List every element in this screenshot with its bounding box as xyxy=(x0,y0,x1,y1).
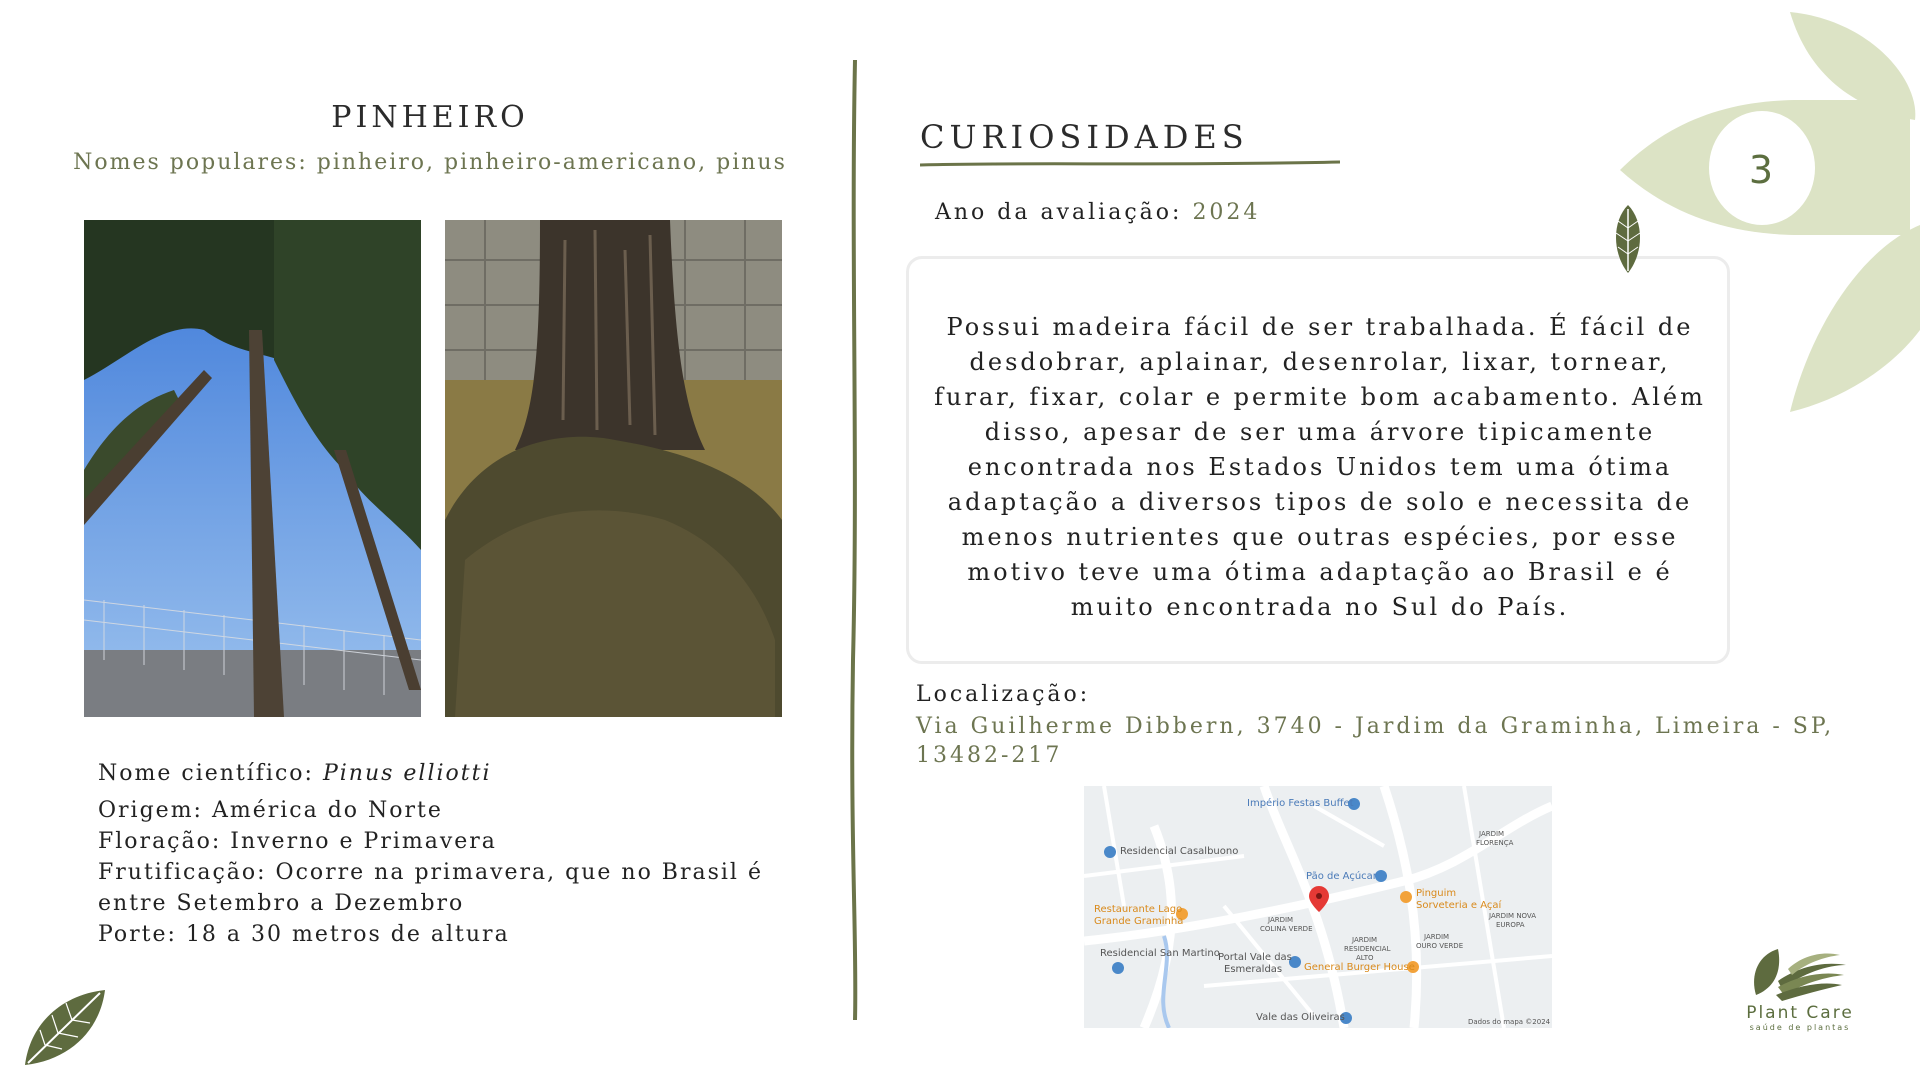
map-label: OURO VERDE xyxy=(1416,942,1464,950)
location-address: Via Guilherme Dibbern, 3740 - Jardim da Graminha, Limeira - SP, 13482-217 xyxy=(916,714,1835,768)
brand-name: Plant Care xyxy=(1746,1003,1854,1023)
map-label: Restaurante Lago xyxy=(1094,904,1183,915)
tree-canopy-photo xyxy=(84,220,421,717)
brand-tagline: saúde de plantas xyxy=(1749,1023,1851,1032)
fruiting-text-1: Frutificação: Ocorre na primavera, que no Brasil é xyxy=(98,860,763,885)
popular-names-label: Nomes populares: xyxy=(73,150,308,175)
popular-names-value: pinheiro, pinheiro-americano, pinus xyxy=(316,150,787,175)
map-label: JARDIM xyxy=(1424,933,1450,941)
tree-trunk-photo xyxy=(445,220,782,717)
fruiting-text-2: entre Setembro a Dezembro xyxy=(98,891,465,916)
curiosities-heading: CURIOSIDADES xyxy=(920,118,1249,156)
origin-text: Origem: América do Norte xyxy=(98,798,443,823)
map-label: EUROPA xyxy=(1496,921,1525,929)
map-label: General Burger House xyxy=(1304,962,1415,973)
map-label: Portal Vale das xyxy=(1218,952,1292,963)
flowering-text: Floração: Inverno e Primavera xyxy=(98,829,497,854)
scientific-name-label: Nome científico: xyxy=(98,761,314,786)
page-number: 3 xyxy=(1748,148,1774,192)
map-label: Sorveteria e Açaí xyxy=(1416,900,1502,911)
map-label: JARDIM xyxy=(1352,936,1378,944)
evaluation-year-value: 2024 xyxy=(1192,200,1261,225)
evaluation-year-label: Ano da avaliação: xyxy=(935,200,1183,225)
location-label: Localização: xyxy=(916,682,1091,707)
map-label: ALTO xyxy=(1356,954,1374,962)
location-map[interactable] xyxy=(1084,786,1552,1028)
map-label: Esmeraldas xyxy=(1224,964,1283,975)
map-label: FLORENÇA xyxy=(1476,839,1514,847)
size-text: Porte: 18 a 30 metros de altura xyxy=(98,922,510,947)
scientific-name xyxy=(98,758,778,789)
map-label: Residencial Casalbuono xyxy=(1120,846,1239,857)
map-label: Residencial San Martino xyxy=(1100,948,1220,959)
map-label: RESIDENCIAL xyxy=(1344,945,1391,953)
map-label: Grande Graminha xyxy=(1094,916,1184,927)
popular-names xyxy=(0,150,860,175)
map-label: JARDIM xyxy=(1268,916,1294,924)
map-credit: Dados do mapa ©2024 xyxy=(1468,1018,1551,1026)
plant-care-logo-icon xyxy=(1748,945,1848,1003)
column-divider xyxy=(845,60,865,1020)
map-label: JARDIM xyxy=(1479,830,1505,838)
plant-name-heading: PINHEIRO xyxy=(331,100,529,135)
leaf-icon xyxy=(20,985,110,1070)
map-label: Vale das Oliveiras xyxy=(1256,1012,1345,1023)
scientific-name-value: Pinus elliotti xyxy=(322,761,492,786)
map-label: COLINA VERDE xyxy=(1260,925,1313,933)
plant-facts xyxy=(98,795,778,950)
map-label: Império Festas Buffet xyxy=(1247,798,1354,809)
map-label: Pinguim xyxy=(1416,888,1457,899)
map-label: JARDIM NOVA xyxy=(1489,912,1537,920)
leaf-icon xyxy=(1610,203,1646,275)
map-label: Pão de Açúcar xyxy=(1306,871,1377,882)
plant-details xyxy=(98,758,778,789)
heading-underline xyxy=(920,160,1340,168)
evaluation-year xyxy=(935,200,1260,225)
curiosities-text: Possui madeira fácil de ser trabalhada. É fácil de desdobrar, aplainar, desenrolar, lixar, tornear, furar, fixar, colar e permite bom acabamento. Além disso, apesar de ser uma árvore tipicamente encontrada nos Estados Unidos tem uma ótima adaptação a diversos tipos de solo e necessita de menos nutrientes que outras espécies, por esse motivo teve uma ótima adaptação ao Brasil e é muito encontrada no Sul do País. xyxy=(934,313,1706,621)
